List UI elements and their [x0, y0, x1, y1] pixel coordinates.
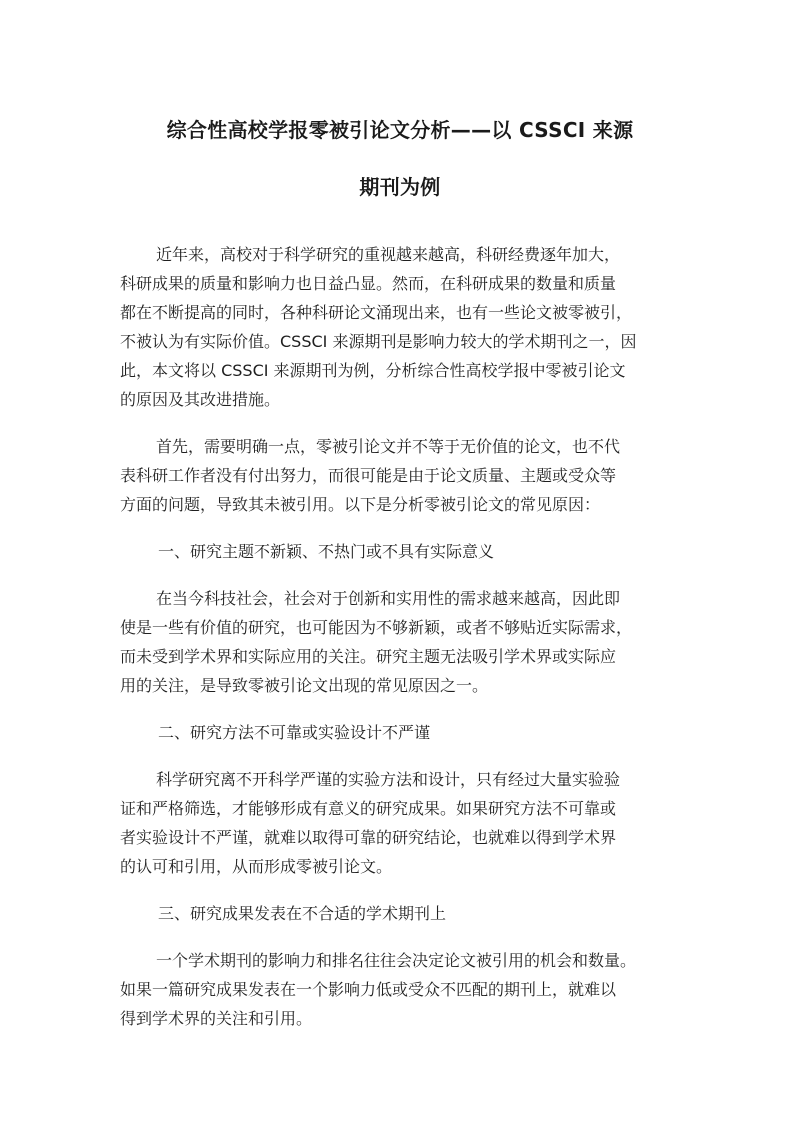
text-line: 如果一篇研究成果发表在一个影响力低或受众不匹配的期刊上，就难以: [120, 980, 617, 999]
section-heading-2: 二、研究方法不可靠或实验设计不严谨: [158, 723, 431, 742]
text-line: 使是一些有价值的研究，也可能因为不够新颖，或者不够贴近实际需求，: [120, 618, 633, 637]
section-1-body: [120, 584, 700, 700]
text-line: 方面的问题，导致其未被引用。以下是分析零被引论文的常见原因：: [120, 495, 601, 514]
text-line: 的原因及其改进措施。: [120, 390, 281, 409]
title-line-1: 综合性高校学报零被引论文分析——以 CSSCI 来源: [166, 118, 634, 142]
text-line: 证和严格筛选，才能够形成有意义的研究成果。如果研究方法不可靠或: [120, 799, 617, 818]
text-line: 在当今科技社会，社会对于创新和实用性的需求越来越高，因此即: [156, 589, 621, 608]
section-heading-3: 三、研究成果发表在不合适的学术期刊上: [158, 904, 447, 923]
paragraph-first: [120, 432, 700, 519]
text-line: 此，本文将以 CSSCI 来源期刊为例，分析综合性高校学报中零被引论文: [120, 361, 626, 380]
text-line: 而未受到学术界和实际应用的关注。研究主题无法吸引学术界或实际应: [120, 647, 617, 666]
text-line: 不被认为有实际价值。CSSCI 来源期刊是影响力较大的学术期刊之一，因: [120, 332, 637, 351]
text-line: 都在不断提高的同时，各种科研论文涌现出来，也有一些论文被零被引，: [120, 303, 633, 322]
text-line: 科学研究离不开科学严谨的实验方法和设计，只有经过大量实验验: [156, 770, 621, 789]
text-line: 的认可和引用，从而形成零被引论文。: [120, 857, 393, 876]
text-line: 一个学术期刊的影响力和排名往往会决定论文被引用的机会和数量。: [156, 951, 637, 970]
text-line: 表科研工作者没有付出努力，而很可能是由于论文质量、主题或受众等: [120, 466, 617, 485]
paragraph-intro: [120, 240, 700, 414]
text-line: 近年来，高校对于科学研究的重视越来越高，科研经费逐年加大，: [156, 245, 621, 264]
text-line: 科研成果的质量和影响力也日益凸显。然而，在科研成果的数量和质量: [120, 274, 617, 293]
text-line: 首先，需要明确一点，零被引论文并不等于无价值的论文，也不代: [156, 437, 621, 456]
section-heading-1: 一、研究主题不新颖、不热门或不具有实际意义: [158, 542, 495, 561]
section-3-body: [120, 946, 700, 1033]
text-line: 得到学术界的关注和引用。: [120, 1009, 313, 1028]
text-line: 者实验设计不严谨，就难以取得可靠的研究结论，也就难以得到学术界: [120, 828, 617, 847]
text-line: 用的关注，是导致零被引论文出现的常见原因之一。: [120, 676, 489, 695]
section-2-body: [120, 765, 700, 881]
title-line-2: 期刊为例: [359, 175, 441, 199]
document-body: [120, 240, 700, 1051]
